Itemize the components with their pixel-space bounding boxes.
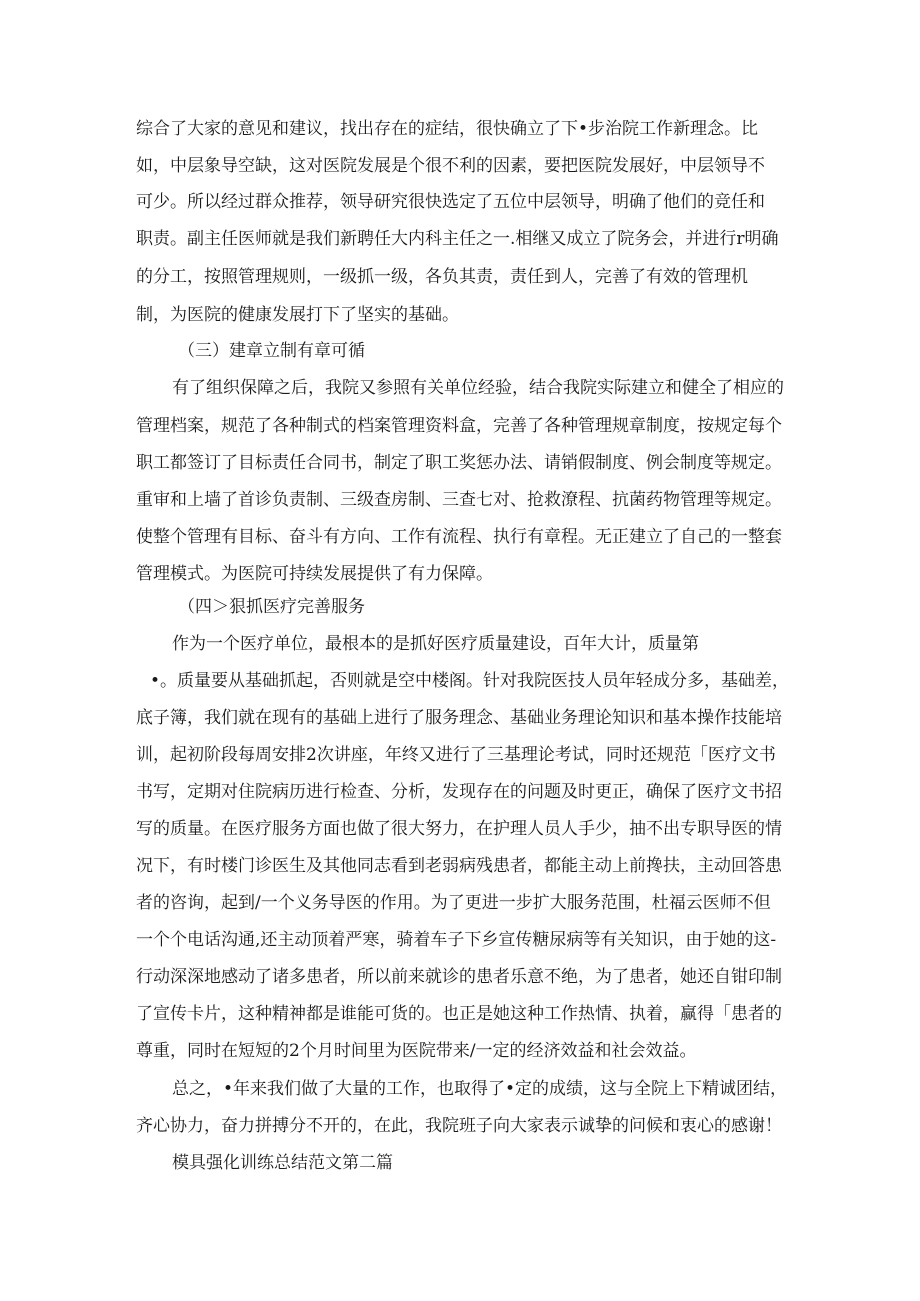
- text-line: 重审和上墙了首诊负责制、三级查房制、三查七对、抢救潦程、抗菌药物管理等规定。: [136, 490, 782, 510]
- text-line: 管理档案，规范了各种制式的档案管理资料盒，完善了各种管理规章制度，按规定每个: [136, 416, 782, 436]
- text-line: 一个个电话沟通,还主动顶着严寒，骑着车子下乡宣传糖尿病等有关知识，由于她的这-: [136, 930, 777, 950]
- text-line: 者的咨询，起到/一个义务导医的作用。为了更进一步扩大服务范围，杜福云医师不但: [136, 893, 771, 913]
- text-line: 职责。副主任医师就是我们新聘任大内科主任之一.相继又成立了院务会，并进行r明确: [136, 229, 779, 249]
- text-line: 况下，有时楼门诊医生及其他同志看到老弱病残患者，都能主动上前搀扶，主动回答患: [136, 856, 782, 876]
- text-line: 的分工，按照管理规则，一级抓一级，各负其责，责任到人，完善了有效的管理机: [136, 267, 748, 287]
- section-title: 模具强化训练总结范文第二篇: [172, 1153, 393, 1173]
- text-line: 写的质量。在医疗服务方面也做了很大努力，在护理人员人手少，抽不出专职导医的情: [136, 819, 782, 839]
- text-line: •。质量要从基础抓起，否则就是空中楼阁。针对我院医技人员年轻成分多，基础差，: [150, 671, 790, 691]
- text-line: 底子簿，我们就在现有的基础上进行了服务理念、基础业务理论知识和基本操作技能培: [136, 708, 782, 728]
- text-line: 使整个管理有目标、奋斗有方向、工作有流程、执行有章程。无正建立了自己的一整套: [136, 527, 782, 547]
- section-heading: （四＞狠抓医疗完善服务: [178, 597, 365, 617]
- text-line: 了宣传卡片，这种精神都是谁能可货的。也正是她这种工作热情、执着，赢得「患者的: [136, 1004, 782, 1024]
- text-line: 职工都签订了目标责任合同书，制定了职工奖惩办法、请销假制度、例会制度等规定。: [136, 453, 782, 473]
- text-line: 制，为医院的健康发展打下了坚实的基础。: [136, 305, 459, 325]
- text-line: 管理模式。为医院可持续发展提供了有力保障。: [136, 564, 493, 584]
- text-line: 如，中层象导空缺，这对医院发展是个很不利的因素，要把医院发展好，中层领导不: [136, 156, 765, 176]
- text-line: 齐心协力，奋力拼搏分不开的，在此，我院班子向大家表示诚挚的问候和衷心的感谢！: [136, 1116, 782, 1136]
- text-line: 总之，•年来我们做了大量的工作，也取得了•定的成绩，这与全院上下精诚团结，: [172, 1079, 788, 1099]
- text-line: 作为一个医疗单位，最根本的是抓好医疗质量建设，百年大计，质量第: [172, 634, 699, 654]
- text-line: 训，起初阶段每周安排2次讲座，年终又进行了三基理论考试，同时还规范「医疗文书: [136, 745, 776, 765]
- text-line: 尊重，同时在短短的2个月时间里为医院带来/一定的经济效益和社会效益。: [136, 1041, 697, 1061]
- text-line: 有了组织保障之后，我院又参照有关单位经验，结合我院实际建立和健全了相应的: [172, 378, 784, 398]
- text-line: 行动深深地感动了诸多患者，所以前来就诊的患者乐意不绝，为了患者，她还自钳印制: [136, 967, 782, 987]
- text-line: 书写，定期对住院病历进行检查、分析，发现存在的问题及时更正，确保了医疗文书招: [136, 782, 782, 802]
- text-line: 可少。所以经过群众推荐，领导研究很快选定了五位中层领导，明确了他们的竞任和: [136, 192, 765, 212]
- section-heading: （三）建章立制有章可循: [178, 341, 365, 361]
- text-line: 综合了大家的意见和建议，找出存在的症结，很快确立了下•步治院工作新理念。比: [136, 119, 759, 139]
